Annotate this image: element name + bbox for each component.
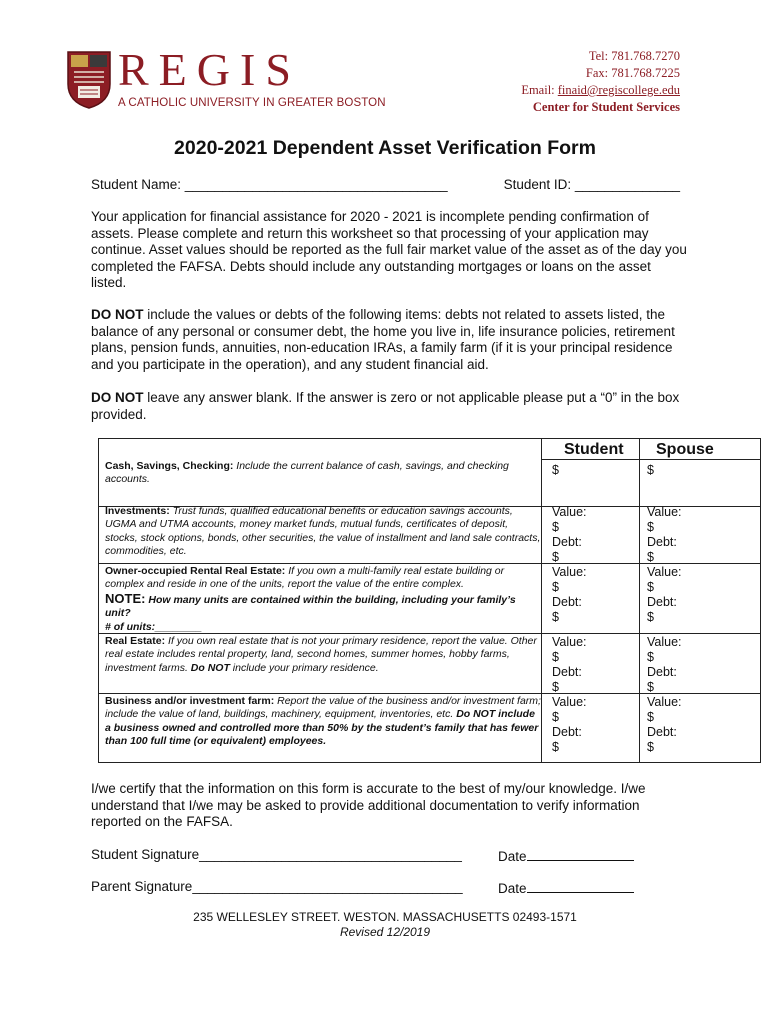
value-input[interactable]: $ [552,710,559,724]
row-investments-label: Investments: [105,505,170,517]
do-not-label: DO NOT [91,307,144,322]
value-input[interactable]: $ [647,580,654,594]
debt-input[interactable]: $ [647,680,654,694]
exclusions-paragraph [91,307,687,373]
contact-email-label: Email: [521,83,558,97]
regis-crest-logo [66,50,112,110]
row-real-estate-text: If you own real estate that is not your primary residence, report the value. Other real estate includes rental property, land, second homes, summer homes, hobby farms, investment farms. [105,635,537,674]
value-label: Value: [552,635,587,649]
row-business-label: Business and/or investment farm: [105,695,275,707]
cash-spouse-input[interactable]: $ [647,463,654,477]
debt-label: Debt: [552,595,582,609]
row-cash-text: Include the current balance of cash, savings, and checking accounts. [105,460,509,486]
cash-student-input[interactable]: $ [552,463,559,477]
contact-center: Center for Student Services [532,100,680,114]
date-line[interactable] [527,847,634,861]
intro-paragraph: Your application for financial assistance for 2020 - 2021 is incomplete pending confirmation of assets. Please complete and return this worksheet so that processing of your application may continue. Asset values should be reported as the full fair market value of the asset as of the day you completed the FAFSA. Debts should include any outstanding mortgages or loans on the asset listed. [91,209,687,290]
business-spouse-input[interactable] [647,695,682,755]
row-rental-label: Owner-occupied Rental Real Estate: [105,565,286,577]
units-field[interactable]: # of units:________ [105,620,202,633]
brand-name: REGIS [118,44,301,95]
certification-paragraph: I/we certify that the information on this form is accurate to the best of my/our knowledge. I/we understand that I/we may be asked to provide additional documentation to verify information reported on the FAFSA. [91,781,646,829]
no-blank-text: leave any answer blank. If the answer is zero or not applicable please put a “0” in the box provided. [91,390,680,422]
value-label: Value: [647,635,682,649]
date-label: Date [498,849,527,864]
debt-label: Debt: [552,665,582,679]
value-input[interactable]: $ [552,580,559,594]
row-business-description [105,695,541,749]
debt-label: Debt: [647,535,677,549]
contact-tel: Tel: 781.768.7270 [588,49,680,63]
value-input[interactable]: $ [647,520,654,534]
student-id-field[interactable]: Student ID: ______________ [503,177,680,192]
row-cash-label: Cash, Savings, Checking: [105,460,234,472]
debt-label: Debt: [647,665,677,679]
debt-label: Debt: [647,595,677,609]
footer-address: 235 WELLESLEY STREET. WESTON. MASSACHUSETTS 02493-1571 [193,910,577,924]
date-line[interactable] [527,879,634,893]
value-label: Value: [647,505,682,519]
no-blank-paragraph [91,390,687,423]
value-input[interactable]: $ [552,520,559,534]
note-text: How many units are contained within the building, including your family’s unit? [105,593,516,620]
row-real-estate-do-not: Do NOT [190,661,230,674]
row-investments-description [105,505,541,559]
student-date-field[interactable] [498,847,634,864]
debt-label: Debt: [647,725,677,739]
column-divider [639,439,640,762]
value-label: Value: [552,695,587,709]
contact-fax: Fax: 781.768.7225 [585,66,680,80]
debt-input[interactable]: $ [647,610,654,624]
column-header-student: Student [564,441,624,458]
value-input[interactable]: $ [647,650,654,664]
do-not-label-2: DO NOT [91,390,144,405]
value-label: Value: [647,695,682,709]
row-real-estate-text-end: include your primary residence. [229,661,379,674]
value-input[interactable]: $ [552,650,559,664]
row-real-estate-description [105,635,541,675]
debt-input[interactable]: $ [552,680,559,694]
row-business-text: Report the value of the business and/or investment farm; include the value of land, buildings, machinery, equipment, inventories, etc. [105,695,541,721]
value-label: Value: [552,565,587,579]
student-signature-field[interactable]: Student Signature___________________________________ [91,847,462,862]
form-title: 2020-2021 Dependent Asset Verification Form [174,137,596,159]
student-name-field[interactable]: Student Name: ___________________________________ [91,177,448,192]
business-student-input[interactable] [552,695,587,755]
value-input[interactable]: $ [647,710,654,724]
investments-spouse-input[interactable] [647,505,682,565]
debt-input[interactable]: $ [647,550,654,564]
contact-email-link[interactable]: finaid@regiscollege.edu [557,83,680,97]
row-rental-description [105,565,541,634]
header-divider [541,459,760,460]
note-label: NOTE: [105,590,146,606]
row-rental-text: If you own a multi-family real estate building or complex and reside in one of the units, report the value of the entire complex. [105,565,505,591]
rental-student-input[interactable] [552,565,587,625]
debt-input[interactable]: $ [552,610,559,624]
row-investments-text: Trust funds, qualified educational benefits or education savings accounts, UGMA and UTMA accounts, money market funds, mutual funds, certificates of deposit, stocks, stock options, bonds, other securities, the value of installment and land sale contracts, commodities, etc. [105,505,541,558]
asset-table [98,438,761,763]
real-estate-spouse-input[interactable] [647,635,682,695]
column-divider [541,439,542,762]
value-label: Value: [647,565,682,579]
row-business-exclusion: Do NOT include a business owned and controlled more than 50% by the student’s family that has fewer than 100 full time (or equivalent) employees. [105,708,539,748]
debt-label: Debt: [552,535,582,549]
brand-tagline: A CATHOLIC UNIVERSITY IN GREATER BOSTON [118,97,386,109]
date-label: Date [498,881,527,896]
debt-input[interactable]: $ [552,550,559,564]
real-estate-student-input[interactable] [552,635,587,695]
debt-input[interactable]: $ [647,740,654,754]
contact-email-line [521,82,680,99]
investments-student-input[interactable] [552,505,587,565]
column-header-spouse: Spouse [656,441,714,458]
value-label: Value: [552,505,587,519]
debt-label: Debt: [552,725,582,739]
row-cash-description [105,460,541,487]
footer [0,910,770,940]
debt-input[interactable]: $ [552,740,559,754]
contact-block [521,48,680,116]
footer-revised: Revised 12/2019 [339,925,431,939]
parent-date-field[interactable] [498,879,634,896]
exclusions-text: include the values or debts of the following items: debts not related to assets listed, the balance of any personal or consumer debt, the home you live in, life insurance policies, retirement plans, pension funds, annuities, non-education IRAs, a family farm (if it is your principal residence and you participate in the operation), and any student financial aid. [91,307,675,372]
rental-spouse-input[interactable] [647,565,682,625]
parent-signature-field[interactable]: Parent Signature____________________________________ [91,879,463,894]
row-real-estate-label: Real Estate: [105,635,166,647]
